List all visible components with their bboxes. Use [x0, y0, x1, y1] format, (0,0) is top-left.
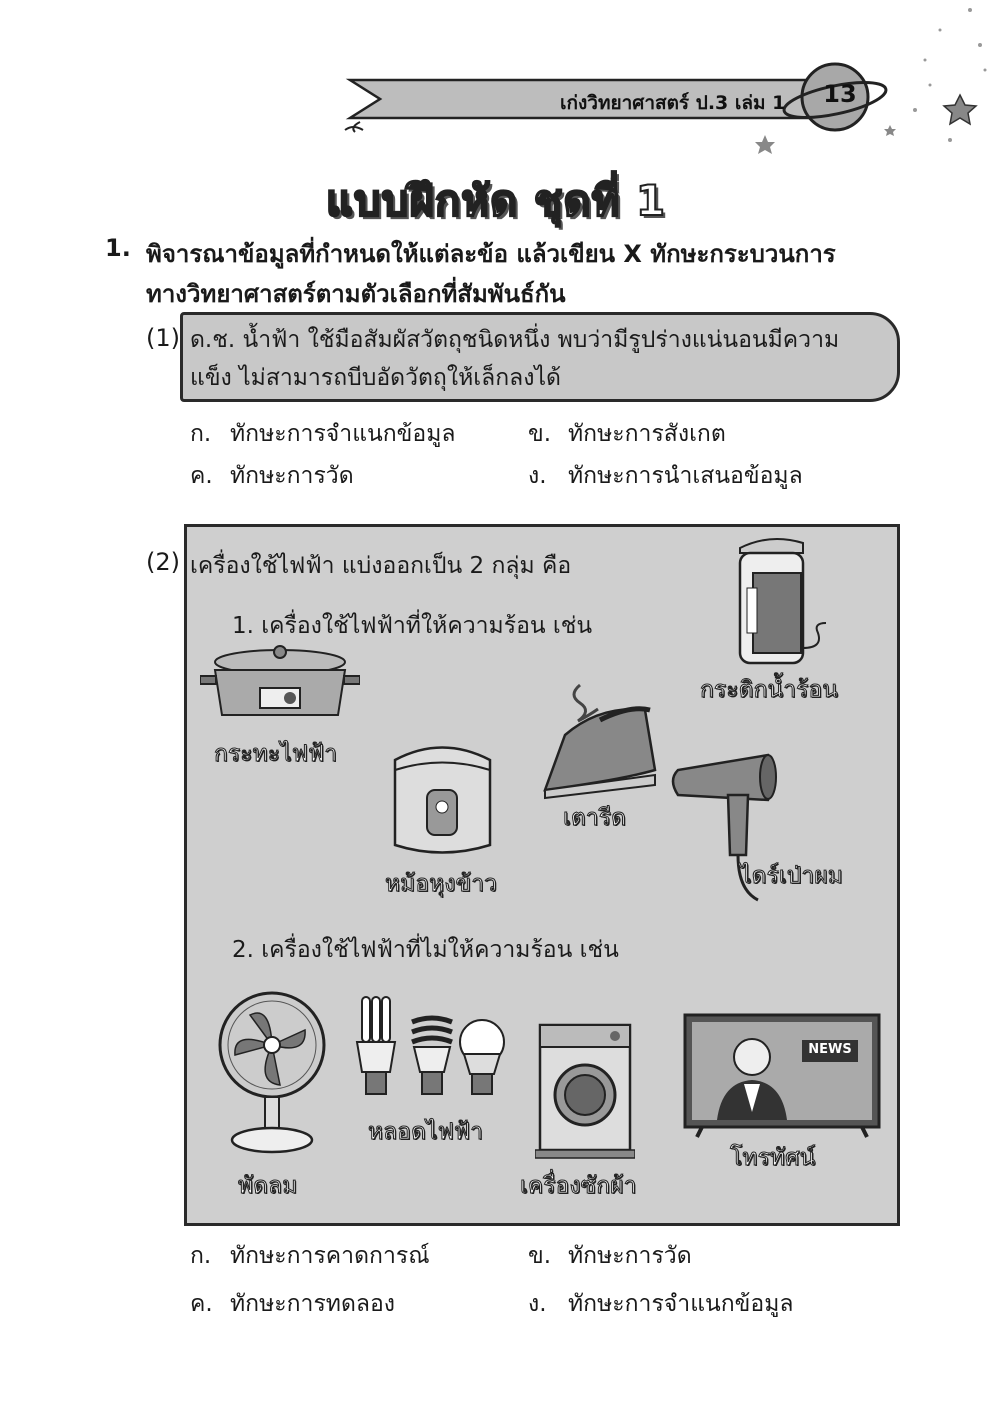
book-title: เก่งวิทยาศาสตร์ ป.3 เล่ม 1 — [560, 92, 786, 114]
item2-option-c[interactable]: ค. ทักษะการทดลอง — [190, 1291, 396, 1317]
label-fan: พัดลม — [238, 1173, 298, 1199]
item1-text-line2: แข็ง ไม่สามารถบีบอัดวัตถุให้เล็กลงได้ — [190, 365, 561, 391]
item2-text: เครื่องใช้ไฟฟ้า แบ่งออกเป็น 2 กลุ่ม คือ — [190, 553, 572, 579]
rice-cooker-icon — [385, 735, 500, 860]
page-number: 13 — [823, 80, 857, 108]
question-instruction-line1: พิจารณาข้อมูลที่กำหนดให้แต่ละข้อ แล้วเขียน X ทักษะกระบวนการ — [146, 240, 836, 268]
clothes-iron-icon — [540, 680, 660, 800]
item1-option-a[interactable]: ก. ทักษะการจำแนกข้อมูล — [190, 421, 456, 447]
label-rice-cooker: หม้อหุงข้าว — [385, 871, 498, 897]
washing-machine-icon — [535, 1020, 635, 1160]
news-badge: NEWS — [808, 1042, 852, 1057]
label-kettle: กระติกน้ำร้อน — [700, 677, 839, 703]
electric-kettle-icon — [725, 533, 830, 668]
fan-icon — [215, 990, 330, 1160]
label-electric-pan: กระทะไฟฟ้า — [214, 741, 338, 767]
label-iron: เตารีด — [563, 805, 627, 831]
item2-option-a[interactable]: ก. ทักษะการคาดการณ์ — [190, 1243, 430, 1269]
group2-heading: 2. เครื่องใช้ไฟฟ้าที่ไม่ให้ความร้อน เช่น — [232, 937, 619, 963]
group1-heading: 1. เครื่องใช้ไฟฟ้าที่ให้ความร้อน เช่น — [232, 613, 593, 639]
item1-text-line1: ด.ช. น้ำฟ้า ใช้มือสัมผัสวัตถุชนิดหนึ่ง พบว่ามีรูปร่างแน่นอนมีความ — [190, 327, 840, 353]
label-washing-machine: เครื่องซักผ้า — [520, 1173, 637, 1199]
item1-option-c[interactable]: ค. ทักษะการวัด — [190, 463, 354, 489]
item1-number: (1) — [146, 324, 180, 352]
item2-number: (2) — [146, 548, 180, 576]
question-instruction-line2: ทางวิทยาศาสตร์ตามตัวเลือกที่สัมพันธ์กัน — [146, 280, 566, 308]
television-icon — [682, 1012, 882, 1147]
label-light-bulb: หลอดไฟฟ้า — [368, 1119, 484, 1145]
question-number: 1. — [105, 234, 131, 262]
label-hair-dryer: ไดร์เป่าผม — [740, 863, 843, 889]
label-television: โทรทัศน์ — [730, 1145, 816, 1171]
item2-option-d[interactable]: ง. ทักษะการจำแนกข้อมูล — [528, 1291, 794, 1317]
item2-option-b[interactable]: ข. ทักษะการวัด — [528, 1243, 692, 1269]
light-bulbs-icon — [352, 992, 507, 1107]
exercise-title: แบบฝึกหัด ชุดที่ 1 — [325, 176, 667, 225]
item1-option-d[interactable]: ง. ทักษะการนำเสนอข้อมูล — [528, 463, 803, 489]
item1-option-b[interactable]: ข. ทักษะการสังเกต — [528, 421, 726, 447]
electric-pan-icon — [200, 640, 360, 730]
